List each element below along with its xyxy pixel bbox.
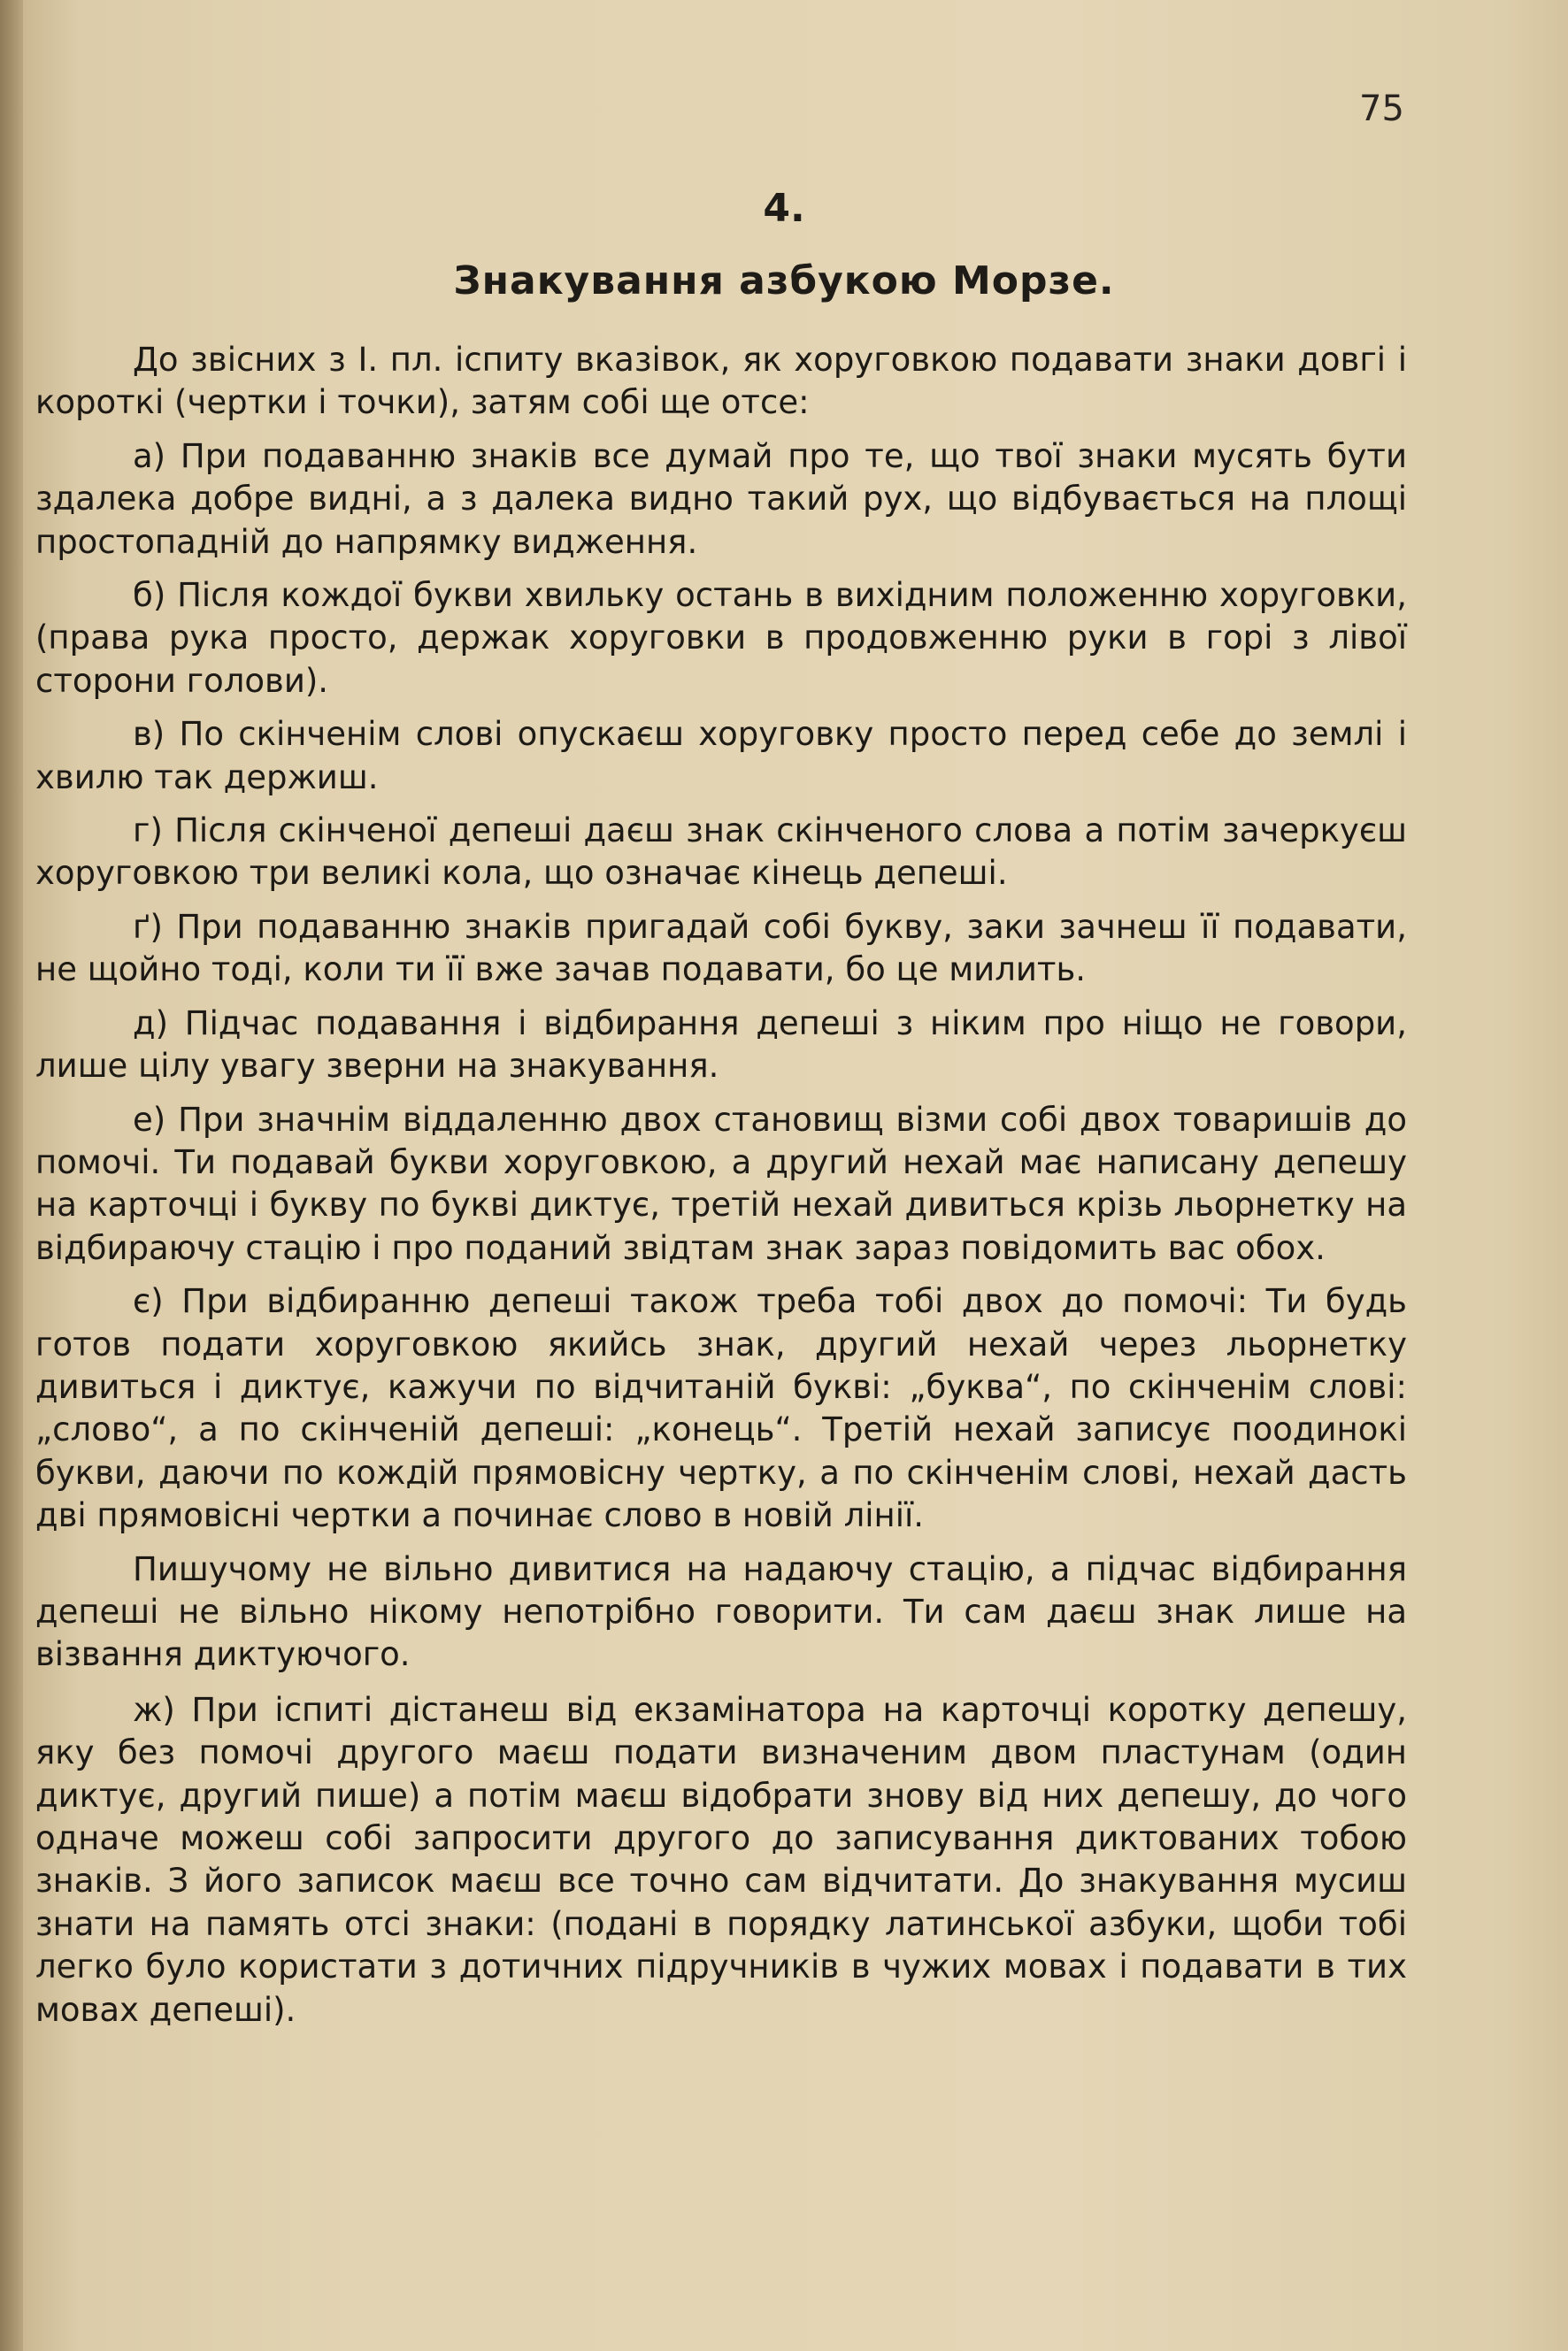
paragraph-b: б) Після кождої букви хвильку остань в вихідним положенню хоруговки, (права рука просто, держак хоруговки в продовженню руки в горі з лівої сторони голови).: [35, 576, 1407, 700]
paragraph-zh: ж) При іспиті дістанеш від екзамінатора на карточці коротку депешу, яку без помочі другого маєш подати визначеним двом пластунам (один диктує, другий пише) а потім маєш відобрати знову від них депешу, до чого одначе можеш собі запросити другого до записування диктованих тобою знаків. З його записок маєш все точно сам відчитати. До знакування мусиш знати на память отсі знаки: (подані в порядку латинської азбуки, щоби тобі легко було користати з дотичних підручників в чужих мовах і подавати в тих мовах депеші).: [35, 1690, 1407, 2029]
section-number: 4.: [763, 186, 805, 231]
paragraph-intro: До звісних з І. пл. іспиту вказівок, як хоруговкою подавати знаки довгі і короткі (чертки і точки), затям собі ще отсе:: [35, 341, 1407, 422]
paragraph-g: ґ) При подаванню знаків пригадай собі букву, заки зачнеш її подавати, не щойно тоді, коли ти її вже зачав подавати, бо це милить.: [35, 907, 1407, 989]
page-title: Знакування азбукою Морзе.: [453, 258, 1115, 303]
body-text: [35, 339, 1407, 2042]
paragraph-h: г) Після скінченої депеші даєш знак скінченого слова а потім зачеркуєш хоруговкою три великі кола, що означає кінець депеші.: [35, 811, 1407, 893]
paragraph-a: а) При подаванню знаків все думай про те, що твої знаки мусять бути здалека добре видні, а з далека видно такий рух, що відбувається на площі простопадній до напрямку видження.: [35, 436, 1407, 561]
page-number: 75: [1359, 88, 1404, 129]
paragraph-ye: є) При відбиранню депеші також треба тобі двох до помочі: Ти будь готов подати хоруговкою якийсь знак, другий нехай через льорнетку дивиться і диктує, кажучи по відчитаній букві: „буква“, по скінченім слові: „слово“, а по скінченій депеші: „конець“. Третій нехай записує поодинокі букви, даючи по кождій прямовісну чертку, а по скінченім слові, нехай дасть дві прямовісні чертки а починає слово в новій лінії.: [35, 1282, 1407, 1535]
paragraph-v: в) По скінченім слові опускаєш хоруговку просто перед себе до землі і хвилю так держиш.: [35, 715, 1407, 796]
paragraph-e: е) При значнім віддаленню двох становищ візми собі двох товаришів до помочі. Ти подавай букви хоруговкою, а другий нехай має написану депешу на карточці і букву по букві диктує, третій нехай дивиться крізь льорнетку на відбираючу стацію і про поданий звідтам знак зараз повідомить вас обох.: [35, 1100, 1407, 1267]
paragraph-writer-note: Пишучому не вільно дивитися на надаючу стацію, а підчас відбирання депеші не вільно нікому непотрібно говорити. Ти сам даєш знак лише на візвання диктуючого.: [35, 1549, 1407, 1674]
page-binding-shadow: [0, 0, 23, 2351]
paragraph-d: д) Підчас подавання і відбирання депеші з ніким про ніщо не говори, лише цілу увагу зверни на знакування.: [35, 1003, 1407, 1086]
